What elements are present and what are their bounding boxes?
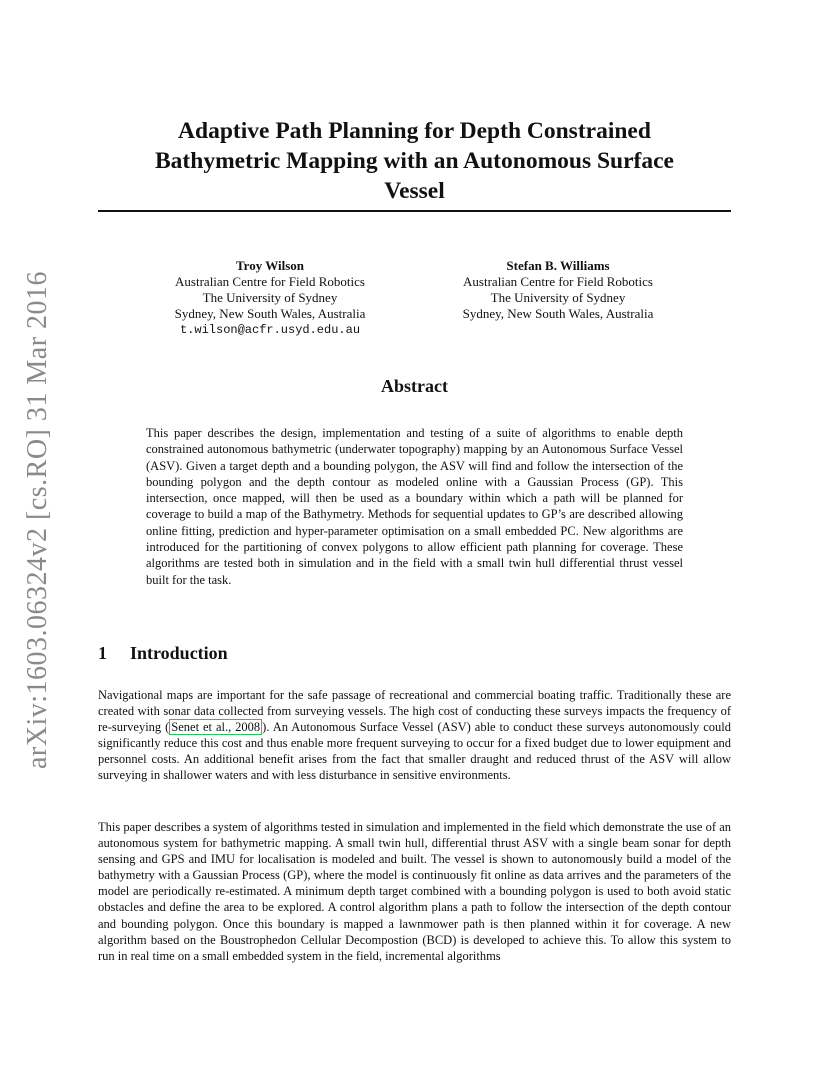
author-name: Stefan B. Williams xyxy=(506,258,610,273)
author-block-williams xyxy=(438,258,678,322)
citation-link[interactable]: Senet et al., 2008 xyxy=(171,720,261,735)
author-institution: The University of Sydney xyxy=(202,290,338,305)
paragraph-text: Navigational maps are important for the safe passage of recreational and commercial boating traffic. Traditionally these are created with sonar data collected from surveying vessels. The high cost of conducting these surveys impacts the frequency of re-surveying ( xyxy=(98,688,731,735)
section-number: 1 xyxy=(98,643,107,663)
author-name: Troy Wilson xyxy=(235,258,305,273)
title-line: Adaptive Path Planning for Depth Constrained xyxy=(178,118,651,144)
title-line: Bathymetric Mapping with an Autonomous Surface xyxy=(155,148,674,174)
author-location: Sydney, New South Wales, Australia xyxy=(174,306,366,321)
author-email: t.wilson@acfr.usyd.edu.au xyxy=(179,323,361,337)
author-affiliation: Australian Centre for Field Robotics xyxy=(463,274,653,289)
title-rule xyxy=(98,210,731,212)
introduction-paragraph-1 xyxy=(98,687,731,784)
abstract-heading: Abstract xyxy=(381,376,448,396)
arxiv-identifier-stamp xyxy=(20,270,56,770)
paragraph-text: ). An Autonomous Surface Vessel (ASV) able to conduct these surveys autonomously could significantly reduce this cost and thus enable more frequent surveying to occur for a fixed budget due to lower equipment and personnel costs. An additional benefit arises from the fact that smaller draught and reduced thrust of the ASV will allow surveying in shallower waters and with less disturbance in sensitive environments. xyxy=(98,720,731,783)
section-heading-introduction xyxy=(98,641,498,665)
author-location: Sydney, New South Wales, Australia xyxy=(462,306,654,321)
section-title: Introduction xyxy=(130,643,228,663)
author-block-wilson xyxy=(150,258,390,338)
paper-title xyxy=(98,116,731,206)
abstract-text: This paper describes the design, implementation and testing of a suite of algorithms to enable depth constrained autonomous bathymetric (underwater topography) mapping by an Autonomous Surface Vessel (ASV). Given a target depth and a bounding polygon, the ASV will find and follow the intersection of the bounding polygon and the depth contour as modeled online with a Gaussian Process (GP). This intersection, once mapped, will then be used as a boundary within which a path will be planned for coverage to build a map of the Bathymetry. Methods for sequential updates to GP’s are described allowing online fitting, prediction and hyper-parameter optimisation on a small embedded PC. New algorithms are introduced for the partitioning of convex polygons to allow efficient path planning for coverage. These algorithms are tested both in simulation and in the field with a small twin hull differential thrust vessel built for the task. xyxy=(146,426,683,587)
title-line: Vessel xyxy=(384,178,445,204)
author-affiliation: Australian Centre for Field Robotics xyxy=(175,274,365,289)
introduction-paragraph-2: This paper describes a system of algorithms tested in simulation and implemented in the field which demonstrate the use of an autonomous system for bathymetric mapping. A small twin hull, differential thrust ASV with a single beam sonar for depth sensing and GPS and IMU for localisation is modeled and built. The vessel is shown to autonomously build a model of the bathymetry with a Gaussian Process (GP), where the model is continuously fit online as data arrives and the parameters of the model are periodically re-estimated. A minimum depth target combined with a bounding polygon is used to both avoid static obstacles and define the area to be explored. A control algorithm plans a path to follow the intersection of the depth contour and bounding polygon. Once this boundary is mapped a lawnmower path is then planned within it for coverage. A new algorithm based on the Boustrophedon Cellular Decompostion (BCD) is developed to achieve this. To allow this system to run in real time on a small embedded system in the field, incremental algorithms xyxy=(98,820,731,963)
arxiv-identifier-text: arXiv:1603.06324v2 [cs.RO] 31 Mar 2016 xyxy=(22,270,53,770)
author-institution: The University of Sydney xyxy=(490,290,626,305)
